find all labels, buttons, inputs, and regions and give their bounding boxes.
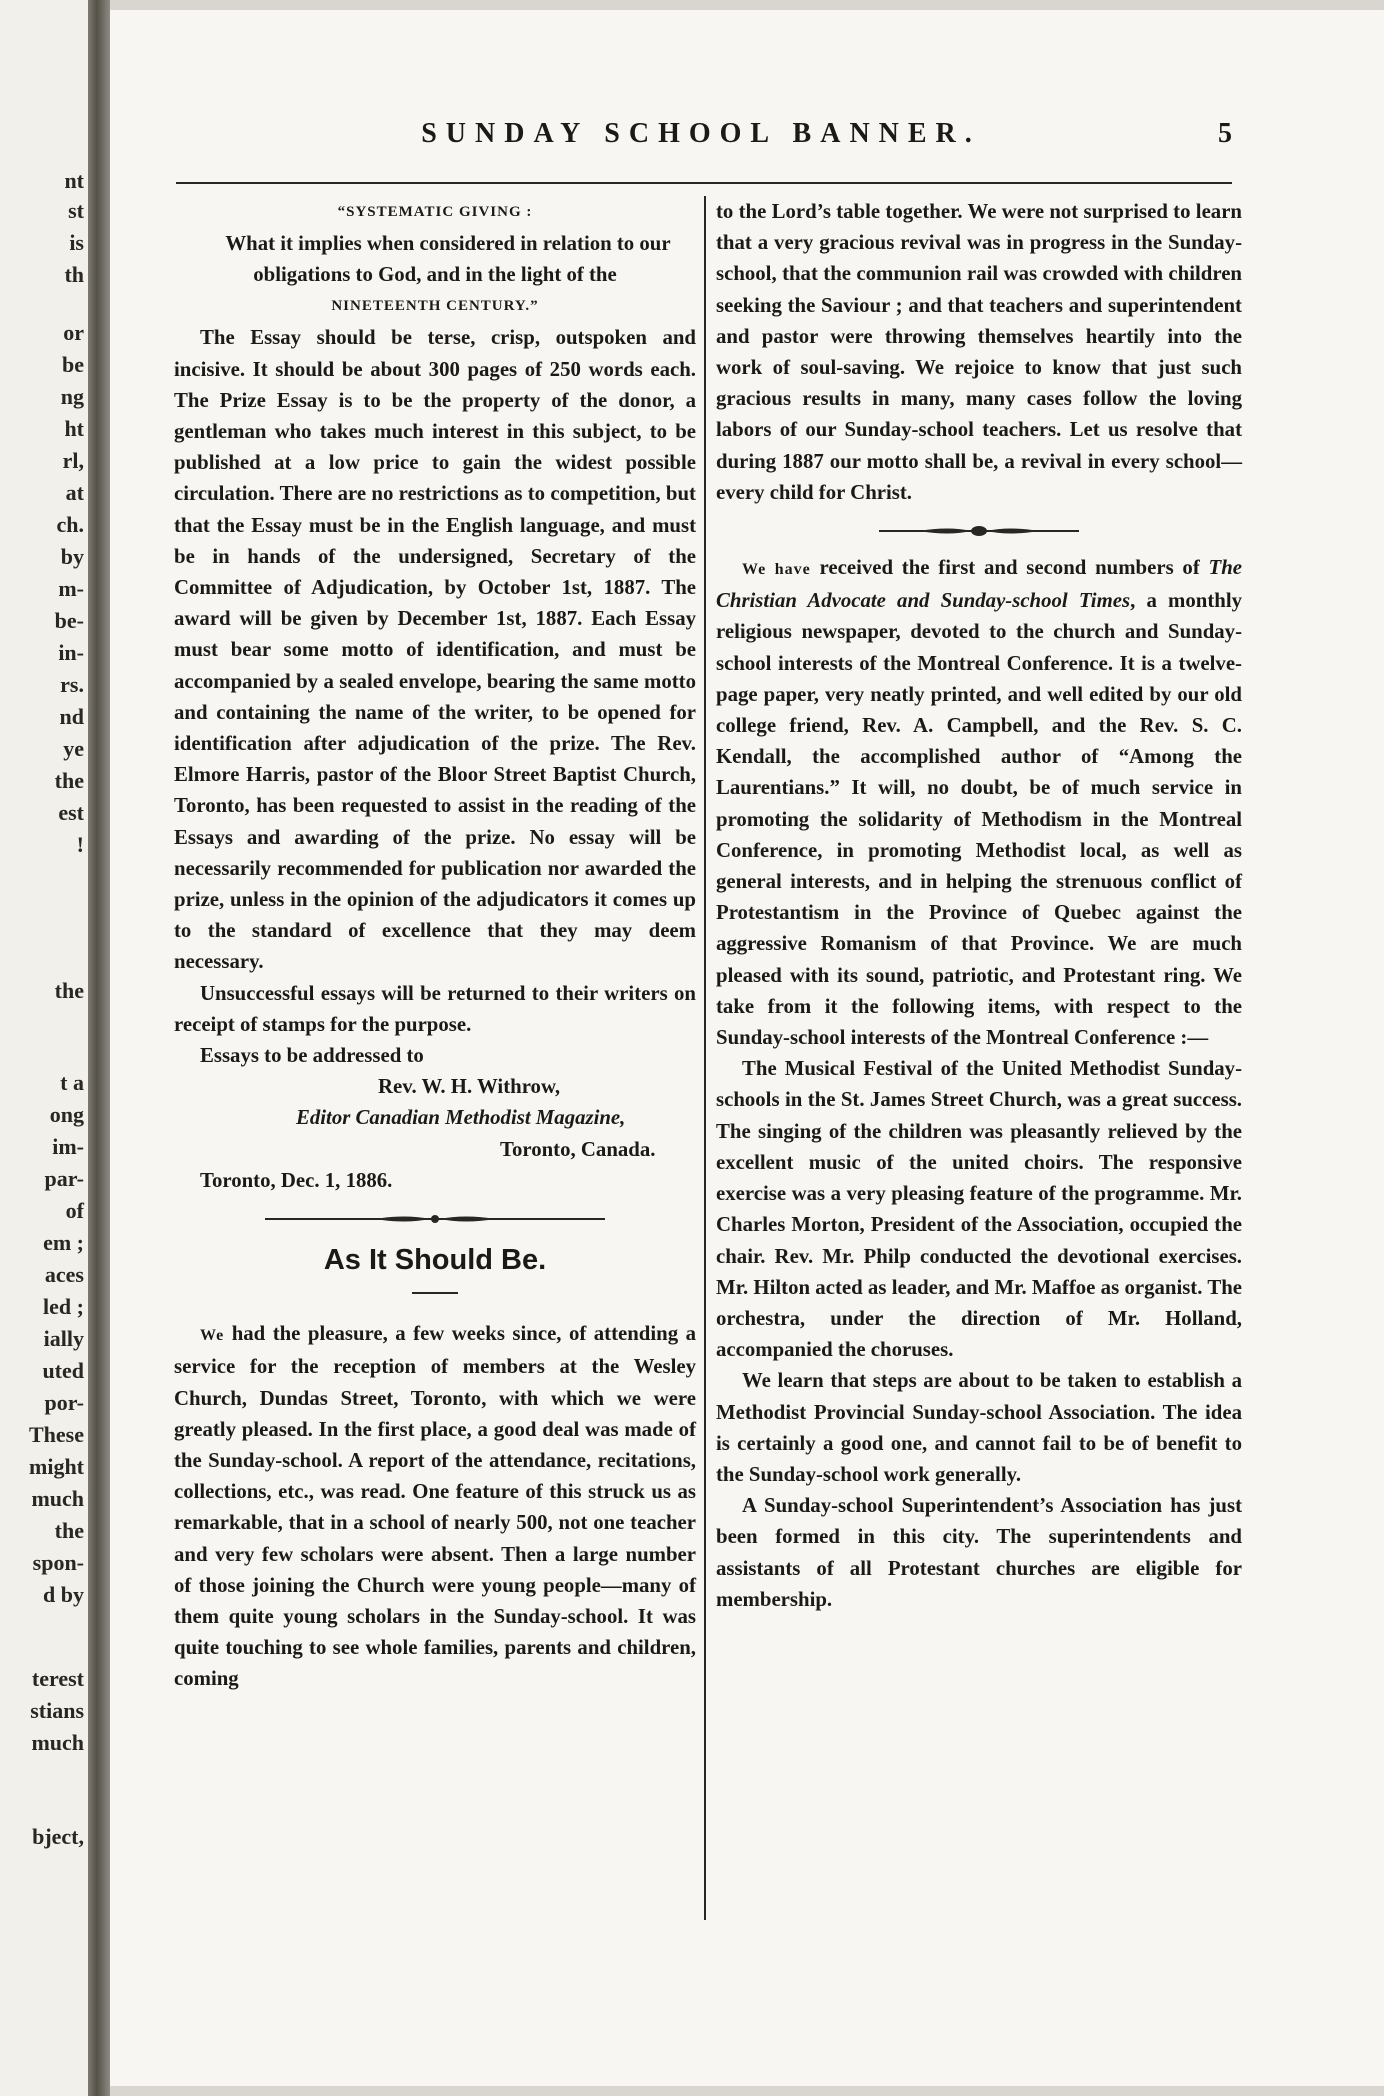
facing-page-fragment: ch. [56, 512, 84, 537]
facing-page-fragment: ye [63, 736, 84, 761]
right-column [716, 196, 1242, 1615]
book-gutter [88, 0, 110, 2096]
advocate-paragraph [716, 552, 1242, 1053]
advocate-title: The Christian Advocate and Sunday-school Times [716, 556, 1243, 613]
facing-page-fragment: be- [54, 608, 84, 633]
page-number: 5 [1218, 118, 1232, 149]
facing-page-fragment: at [65, 480, 84, 505]
addressed-to: Essays to be addressed to [200, 1044, 424, 1068]
essay-paragraph: The Essay should be terse, crisp, outspoken and incisive. It should be about 300 pages of 250 words each. The Prize Essay is to be the property of the donor, a gentleman who takes much interest in this subject, to be published at a low price to gain the widest possible circulation. There are no restrictions as to competition, but that the Essay must be in the English language, and must be in hands of the undersigned, Secretary of the Committee of Adjudication, by October 1st, 1887. The award will be given by December 1st, 1887. Each Essay must bear some motto of identification, and must be accompanied by a sealed envelope, bearing the same motto and containing the name of the writer, to be opened for identification after adjudication of the prize. The Rev. Elmore Harris, pastor of the Bloor Street Baptist Church, Toronto, has been requested to assist in the reading of the Essays and awarding of the prize. No essay will be necessarily recommended for publication nor awarded the prize, unless in the opinion of the adjudicators it comes up to the standard of excellence that they may deem necessary. [174, 326, 696, 974]
facing-page-fragment: by [60, 544, 84, 569]
facing-page-fragment: st [68, 198, 84, 223]
facing-page-fragment: much [31, 1730, 84, 1755]
advocate-lead: We have [742, 561, 811, 579]
addressee-title: Editor Canadian Methodist Magazine, [296, 1106, 626, 1130]
ornament-divider-icon [879, 522, 1079, 540]
facing-page-fragment: bject, [32, 1824, 84, 1849]
facing-page-fragment: might [29, 1454, 84, 1479]
section-body: had the pleasure, a few weeks since, of attending a service for the reception of members at the Wesley Church, Dundas Street, Toronto, with which we were greatly pleased. In the first place, a good deal was made of the Sunday-school. A report of the attendance, recitations, collections, etc., was read. One feature of this struck us as remarkable, that in a school of nearly 500, not one teacher and very few scholars were absent. Then a large number of those joining the Church were young people—many of them quite young scholars in the Sunday-school. It was quite touching to see whole families, parents and children, coming [174, 1322, 696, 1691]
running-header [170, 118, 1232, 158]
column-divider [704, 196, 706, 1920]
address-block [174, 1071, 696, 1165]
facing-page-fragment: ! [76, 832, 84, 857]
facing-page-fragment: est [58, 800, 84, 825]
addressee-city: Toronto, Canada. [500, 1137, 656, 1161]
advocate-before-title: received the first and second numbers of [810, 556, 1209, 580]
facing-page-fragment: ng [60, 384, 84, 409]
facing-page-fragment: m- [58, 576, 84, 601]
superintendent-paragraph: A Sunday-school Superintendent’s Association has just been formed in this city. The superintendents and assistants of all Protestant churches are eligible for membership. [716, 1494, 1242, 1611]
facing-page-fragment: im- [52, 1134, 84, 1159]
section-title-rule [412, 1292, 458, 1294]
facing-page-fragment: terest [31, 1666, 84, 1691]
facing-page-fragment: is [69, 230, 84, 255]
facing-page-fragment: ially [43, 1326, 84, 1351]
facing-page-fragment: th [64, 262, 84, 287]
facing-page-fragment: the [54, 768, 84, 793]
facing-page-fragment: por- [44, 1390, 84, 1415]
facing-page-fragment: the [54, 1518, 84, 1543]
facing-page-strip [0, 0, 92, 2096]
continuation-paragraph: to the Lord’s table together. We were not surprised to learn that a very gracious revival was in progress in the Sunday-school, that the communion rail was crowded with children seeking the Saviour ; and that teachers and superintendent and pastor were throwing themselves heartily into the work of soul-saving. We rejoice to know that just such gracious results in many, many cases follow the loving labors of our Sunday-school teachers. Let us resolve that during 1887 our motto shall be, a revival in every school—every child for Christ. [716, 200, 1242, 504]
festival-paragraph: The Musical Festival of the United Methodist Sunday-schools in the St. James Street Church, was a great success. The singing of the children was pleasantly relieved by the excellent music of the united choirs. The responsive exercise was a very pleasing feature of the programme. Mr. Charles Morton, President of the Association, occupied the chair. Rev. Mr. Philp conducted the devotional exercises. Mr. Hilton acted as leader, and Mr. Maffoe as organist. The orchestra, under the direction of Mr. Holland, accompanied the choruses. [716, 1057, 1242, 1362]
facing-page-fragment: nd [59, 704, 84, 729]
facing-page-fragment: led ; [43, 1294, 84, 1319]
facing-page-fragment: or [63, 320, 84, 345]
advocate-rest: , a monthly religious newspaper, devoted to the church and Sunday-school interests of the Montreal Conference. It is a twelve-page paper, very neatly printed, and well edited by our old college friend, Rev. A. Campbell, and the Rev. S. C. Kendall, the accomplished author of “Among the Laurentians.” It will, no doubt, be of much service in promoting the solidarity of Methodism in the Montreal Conference, in promoting Methodist local, as well as general interests, and in helping the strenuous conflict of Protestantism in the Province of Quebec against the aggressive Romanism of that Province. We are much pleased with its sound, patriotic, and Protestant ring. We take from it the following items, with respect to the Sunday-school interests of the Montreal Conference :— [716, 589, 1242, 1050]
header-title: SUNDAY SCHOOL BANNER. [421, 118, 981, 149]
facing-page-fragment: ht [64, 416, 84, 441]
section-title: As It Should Be. [323, 1244, 547, 1277]
facing-page-fragment: ong [49, 1102, 84, 1127]
facing-page-fragment: be [62, 352, 84, 377]
facing-page-fragment: the [54, 978, 84, 1003]
facing-page-fragment: rs. [60, 672, 84, 697]
facing-page-fragment: em ; [43, 1230, 84, 1255]
facing-page-fragment: spon- [32, 1550, 84, 1575]
essay-heading: “SYSTEMATIC GIVING : [337, 204, 533, 220]
section-lead: We [200, 1327, 225, 1345]
facing-page-fragment: rl, [62, 448, 84, 473]
addressee-name: Rev. W. H. Withrow, [378, 1075, 561, 1099]
section-paragraph [174, 1318, 696, 1694]
facing-page-fragment: of [65, 1198, 84, 1223]
facing-page-fragment: aces [44, 1262, 84, 1287]
ornament-divider-icon [265, 1210, 605, 1228]
facing-page-fragment: nt [64, 168, 84, 193]
facing-page-fragment: uted [42, 1358, 84, 1383]
facing-page-fragment: t a [60, 1070, 84, 1095]
essay-subject-end: NINETEENTH CENTURY.” [331, 298, 539, 315]
facing-page-fragment: stians [30, 1698, 84, 1723]
dateline: Toronto, Dec. 1, 1886. [200, 1168, 393, 1192]
left-column [174, 196, 696, 1695]
essay-subject: What it implies when considered in relation to our obligations to God, and in the light of the [225, 232, 671, 287]
association-paragraph: We learn that steps are about to be taken to establish a Methodist Provincial Sunday-school Association. The idea is certainly a good one, and cannot fail to be of benefit to the Sunday-school work generally. [716, 1369, 1242, 1486]
facing-page-fragment: in- [58, 640, 84, 665]
facing-page-fragment: much [31, 1486, 84, 1511]
header-rule [176, 182, 1232, 184]
facing-page-fragment: d by [43, 1582, 84, 1607]
facing-page-fragment: These [29, 1422, 84, 1447]
facing-page-fragment: par- [44, 1166, 84, 1191]
unsuccessful-paragraph: Unsuccessful essays will be returned to their writers on receipt of stamps for the purpose. [174, 981, 696, 1036]
